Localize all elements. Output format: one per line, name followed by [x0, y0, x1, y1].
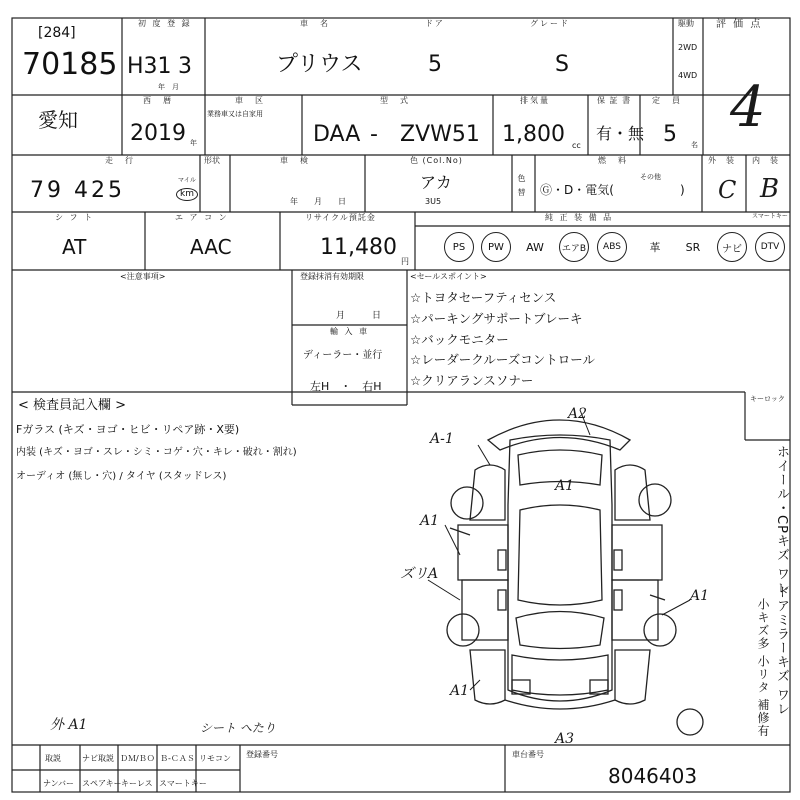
- sales-label: <セールスポイント>: [410, 272, 487, 281]
- year: 2019: [130, 121, 186, 146]
- drive-4wd: 4WD: [678, 71, 698, 80]
- footer-keyless: キーレス: [121, 779, 153, 788]
- footer-bcas: Ｂ-ＣＡＳ: [160, 754, 195, 763]
- mileage-label: 走 行: [105, 156, 135, 165]
- footer-manual: 取説: [45, 754, 61, 763]
- inspector-windshield: Fガラス (キズ・ヨゴ・ヒビ・リペア跡・X要): [16, 423, 240, 436]
- keyless-label: キーロック: [750, 395, 785, 403]
- inspection-unit: 年 月 日: [290, 197, 350, 206]
- sales-point-5: ☆クリアランスソナー: [410, 373, 534, 388]
- meter-label: 形状: [204, 156, 220, 165]
- notes-label: <注意事項>: [120, 272, 166, 281]
- recycle-label: リサイクル預託金: [305, 213, 376, 222]
- mark-a1-4: A1: [450, 683, 470, 699]
- footer-number: ナンバー: [43, 779, 75, 788]
- drive-2wd: 2WD: [678, 43, 698, 52]
- mile-unit: マイル: [178, 177, 196, 184]
- reg-expiry-unit: 月 日: [336, 311, 382, 321]
- footer-navi-manual: ナビ取説: [82, 754, 114, 763]
- equipment-label: 純 正 装 備 品: [545, 213, 614, 222]
- sales-point-3: ☆バックモニター: [410, 332, 509, 347]
- doors: 5: [428, 52, 442, 77]
- aircon: AAC: [190, 235, 232, 259]
- displacement: 1,800: [502, 122, 565, 147]
- grade: S: [555, 52, 569, 77]
- fuel-label: 燃 料: [598, 156, 628, 165]
- model-prefix: DAA: [313, 122, 361, 147]
- sales-point-2: ☆パーキングサポートブレーキ: [410, 311, 583, 326]
- footer-smart-key: スマートキー: [159, 779, 207, 788]
- fuel-close: ): [680, 183, 685, 197]
- smartkey-label: スマートキー: [752, 213, 788, 220]
- warranty: 有・無: [596, 124, 645, 143]
- reg-expiry-label: 登録抹消有効期限: [300, 272, 364, 281]
- mark-a3: A3: [555, 731, 575, 747]
- car-name: プリウス: [276, 52, 363, 77]
- sales-point-1: ☆トヨタセーフティセンス: [410, 290, 557, 305]
- interior-label: 内 装: [752, 156, 779, 165]
- shift-label: シ フ ト: [55, 213, 95, 222]
- handwriting-exterior: 外 A1: [50, 717, 88, 733]
- color: アカ: [420, 173, 452, 192]
- capacity-label: 定 員: [652, 96, 682, 105]
- footer-dm-bo: ＤＭ/ＢＯ: [120, 754, 155, 763]
- footer-spare-key: スペアキー: [82, 779, 122, 788]
- year-unit: 年: [190, 139, 197, 147]
- first-reg-era: H31: [127, 54, 172, 79]
- inspector-interior: 内装 (キズ・ヨゴ・スレ・シミ・コゲ・穴・キレ・破れ・割れ): [16, 447, 297, 458]
- equip-aw: AW: [526, 240, 544, 254]
- auction-number: 70185: [22, 47, 118, 82]
- first-reg-label: 初 度 登 録: [138, 19, 192, 28]
- first-reg-month: 3: [178, 54, 192, 79]
- color-label: 色 (Col.No): [410, 156, 463, 165]
- handwriting-seat: シート へたり: [200, 721, 276, 735]
- category-label: 車 区: [235, 96, 265, 105]
- mark-zuri: ズリA: [400, 566, 439, 582]
- displacement-label: 排気量: [520, 96, 550, 105]
- mark-a2-1: A-1: [430, 431, 454, 447]
- inspector-label: < 検査員記入欄 >: [18, 398, 127, 413]
- lot-number: [284]: [38, 25, 76, 41]
- footer-remote: リモコン: [199, 754, 231, 763]
- shift: AT: [62, 235, 87, 259]
- chassis-label: 車台番号: [512, 750, 544, 759]
- exterior: C: [718, 176, 737, 204]
- equip-abs: ABS: [597, 232, 627, 262]
- mark-a1-3: A1: [690, 588, 710, 604]
- color-change-label: 色替: [517, 174, 526, 202]
- import-type: ディーラー・並行: [303, 350, 383, 361]
- model: ZVW51: [400, 122, 480, 147]
- door-label: ドア: [425, 19, 445, 28]
- model-label: 型 式: [380, 96, 410, 105]
- equip-sr: SR: [685, 240, 701, 254]
- equip-pw: PW: [481, 232, 511, 262]
- aircon-label: エ ア コ ン: [175, 213, 229, 222]
- equip-navi: ナビ: [717, 232, 747, 262]
- equip-leather: 革: [649, 241, 661, 254]
- capacity: 5: [663, 122, 677, 147]
- fuel-options: Ⓖ・D・電気(: [540, 183, 614, 197]
- vertical-note-small: 小キズ多 小リタ 補修有: [756, 598, 770, 738]
- chassis-number: 8046403: [608, 764, 698, 788]
- recycle: 11,480: [320, 235, 397, 260]
- score-label: 評 価 点: [716, 19, 763, 30]
- sales-point-4: ☆レーダークルーズコントロール: [410, 352, 595, 367]
- interior: B: [760, 174, 780, 204]
- category-note: 業務車又は自家用: [207, 110, 263, 118]
- exterior-label: 外 装: [708, 156, 735, 165]
- color-code: 3U5: [425, 197, 442, 206]
- km-unit: km: [176, 188, 198, 201]
- grade-label: グレード: [530, 19, 570, 28]
- mileage: 79 425: [30, 178, 125, 203]
- score: 4: [730, 75, 766, 140]
- mark-a2: A2: [568, 406, 588, 422]
- year-label: 西 暦: [143, 96, 173, 105]
- mark-a1-2: A1: [420, 513, 440, 529]
- equip-dtv: DTV: [755, 232, 785, 262]
- fuel-other: その他: [640, 173, 661, 181]
- steering-side: 左H ・ 右H: [310, 380, 382, 393]
- mark-a1-1: A1: [555, 478, 575, 494]
- reg-number-label: 登録番号: [246, 750, 278, 759]
- model-dash: -: [370, 122, 378, 147]
- yen-unit: 円: [401, 257, 409, 266]
- inspection-label: 車 検: [280, 156, 310, 165]
- cc-unit: cc: [572, 141, 581, 150]
- equip-airbag: エアB: [559, 232, 589, 262]
- warranty-label: 保 証 書: [597, 96, 632, 105]
- drive-label: 駆動: [678, 19, 694, 28]
- month-unit: 年 月: [158, 83, 179, 91]
- inspector-audio-tire: オーディオ (無し・穴) / タイヤ (スタッドレス): [16, 471, 227, 482]
- import-label: 輸 入 車: [330, 327, 370, 336]
- vertical-note-wheel: ホイール・CPキズ ワレ: [774, 445, 789, 596]
- vertical-note-mirror: ドアミラーキズ ワレ: [774, 585, 789, 717]
- equip-ps: PS: [444, 232, 474, 262]
- capacity-unit: 名: [691, 141, 698, 149]
- car-name-label: 車 名: [300, 19, 330, 28]
- area: 愛知: [38, 108, 78, 132]
